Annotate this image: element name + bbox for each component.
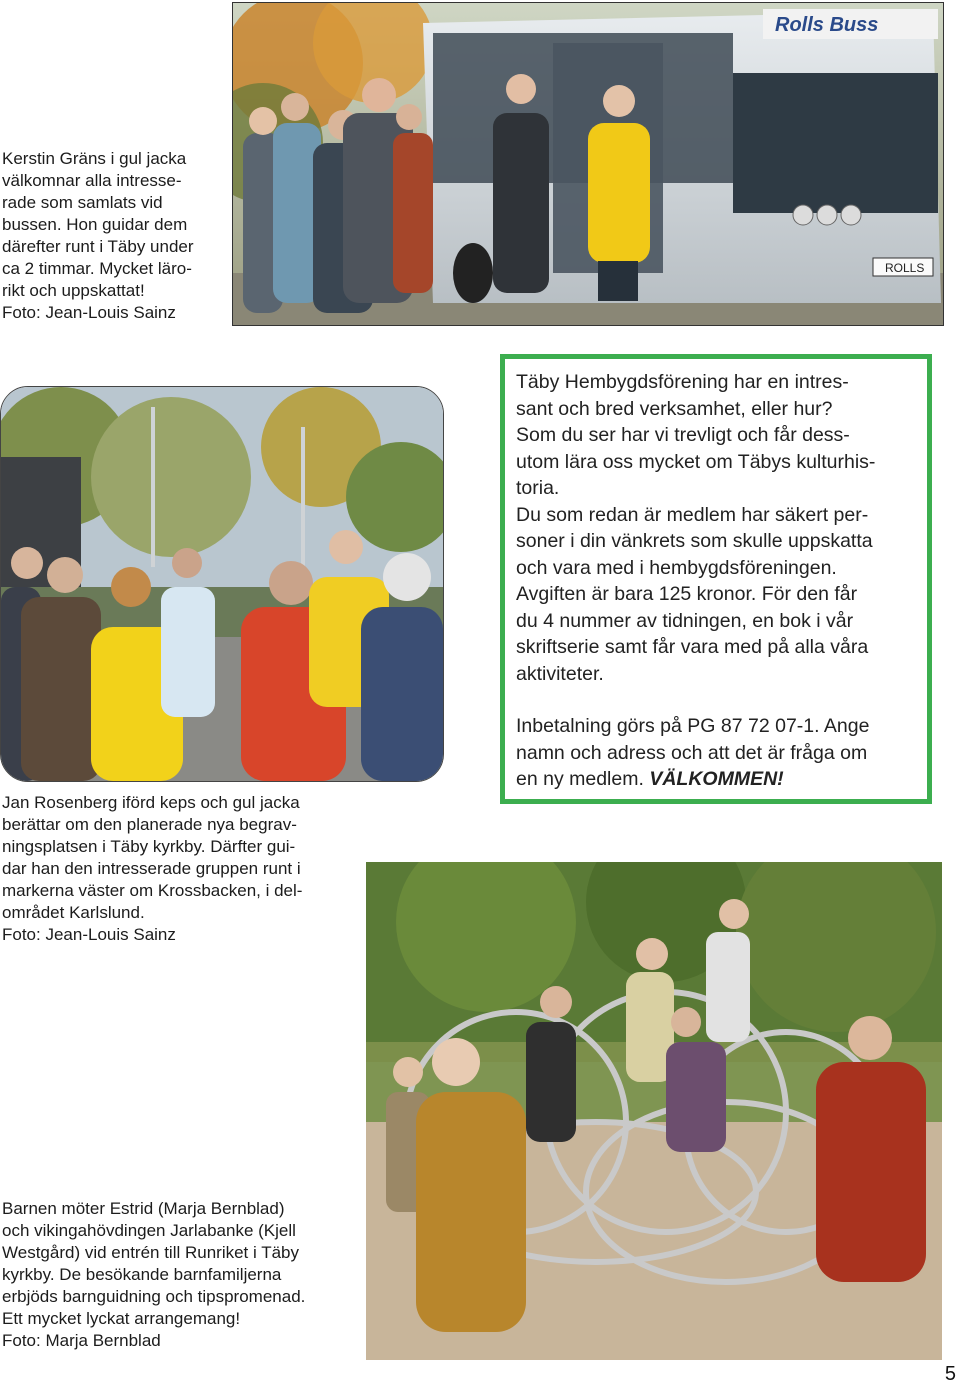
caption-line: välkomnar alla intresse- [2, 171, 182, 190]
info-line: utom lära oss mycket om Täbys kulturhis- [516, 450, 876, 473]
caption-line: Ett mycket lyckat arrangemang! [2, 1309, 241, 1328]
caption-line: erbjöds barnguidning och tipspromenad. [2, 1287, 306, 1306]
group-photo [0, 386, 444, 782]
bus-photo-illustration [233, 3, 943, 325]
group-photo-illustration [1, 387, 443, 781]
info-line: soner i din vänkrets som skulle uppskatta [516, 530, 873, 552]
group-photo-caption [2, 792, 302, 946]
caption-line: och vikingahövdingen Jarlabanke (Kjell [2, 1221, 296, 1240]
bus-photo [232, 2, 944, 326]
photo-credit: Foto: Jean-Louis Sainz [2, 303, 176, 322]
info-line: sant och bred verksamhet, eller hur? [516, 397, 833, 420]
playground-photo-illustration [366, 862, 942, 1360]
caption-line: bussen. Hon guidar dem [2, 215, 188, 234]
caption-line: området Karlslund. [2, 903, 145, 922]
caption-line: ca 2 timmar. Mycket lärо- [2, 259, 192, 278]
info-line: aktiviteter. [516, 662, 604, 685]
license-plate: ROLLS [885, 261, 925, 275]
caption-line: berättar om den planerade nya begrav- [2, 815, 297, 834]
info-line: Du som redan är medlem har säkert per- [516, 503, 869, 526]
caption-line: markerna väster om Krossbacken, i del- [2, 881, 303, 900]
bus-photo-caption [2, 148, 194, 324]
membership-info-box [500, 354, 932, 804]
page-number: 5 [944, 1363, 956, 1385]
paragraph-gap [516, 687, 927, 713]
welcome-text: VÄLKOMMEN! [649, 768, 784, 790]
info-line: Som du ser har vi trevligt och får dess- [516, 424, 850, 446]
caption-line: rikt och uppskattat! [2, 281, 145, 300]
info-line: Avgiften är bara 125 kronor. För den får [516, 583, 858, 605]
info-text: en ny medlem. [516, 768, 644, 790]
caption-line: Kerstin Gräns i gul jacka [2, 149, 187, 168]
info-line: Inbetalning görs på PG 87 72 07-1. Ange [516, 715, 870, 737]
photo-credit: Foto: Marja Bernblad [2, 1331, 161, 1350]
caption-line: rade som samlats vid [2, 193, 163, 212]
caption-line: Westgård) vid entrén till Runriket i Täby [2, 1243, 299, 1262]
photo-credit: Foto: Jean-Louis Sainz [2, 925, 176, 944]
info-line: Täby Hembygdsförening har en intres- [516, 371, 849, 393]
caption-line: Jan Rosenberg iförd keps och gul jacka [2, 793, 300, 812]
playground-photo-caption [2, 1198, 305, 1352]
caption-line: dar han den intresserade gruppen runt i [2, 859, 301, 878]
info-line: namn och adress och att det är fråga om [516, 741, 868, 764]
caption-line: därefter runt i Täby under [2, 237, 194, 256]
info-line: och vara med i hembygdsföreningen. [516, 556, 837, 579]
bus-sign: Rolls Buss [775, 14, 879, 36]
caption-line: Barnen möter Estrid (Marja Bernblad) [2, 1199, 285, 1218]
playground-photo [366, 862, 942, 1360]
info-line: toria. [516, 477, 560, 499]
caption-line: ningsplatsen i Täby kyrkby. Därfter gui- [2, 837, 296, 856]
info-line-last [516, 766, 927, 793]
info-line: du 4 nummer av tidningen, en bok i vår [516, 609, 854, 632]
info-line: skriftserie samt får vara med på alla våra [516, 636, 869, 658]
caption-line: kyrkby. De besökande barnfamiljerna [2, 1265, 282, 1284]
